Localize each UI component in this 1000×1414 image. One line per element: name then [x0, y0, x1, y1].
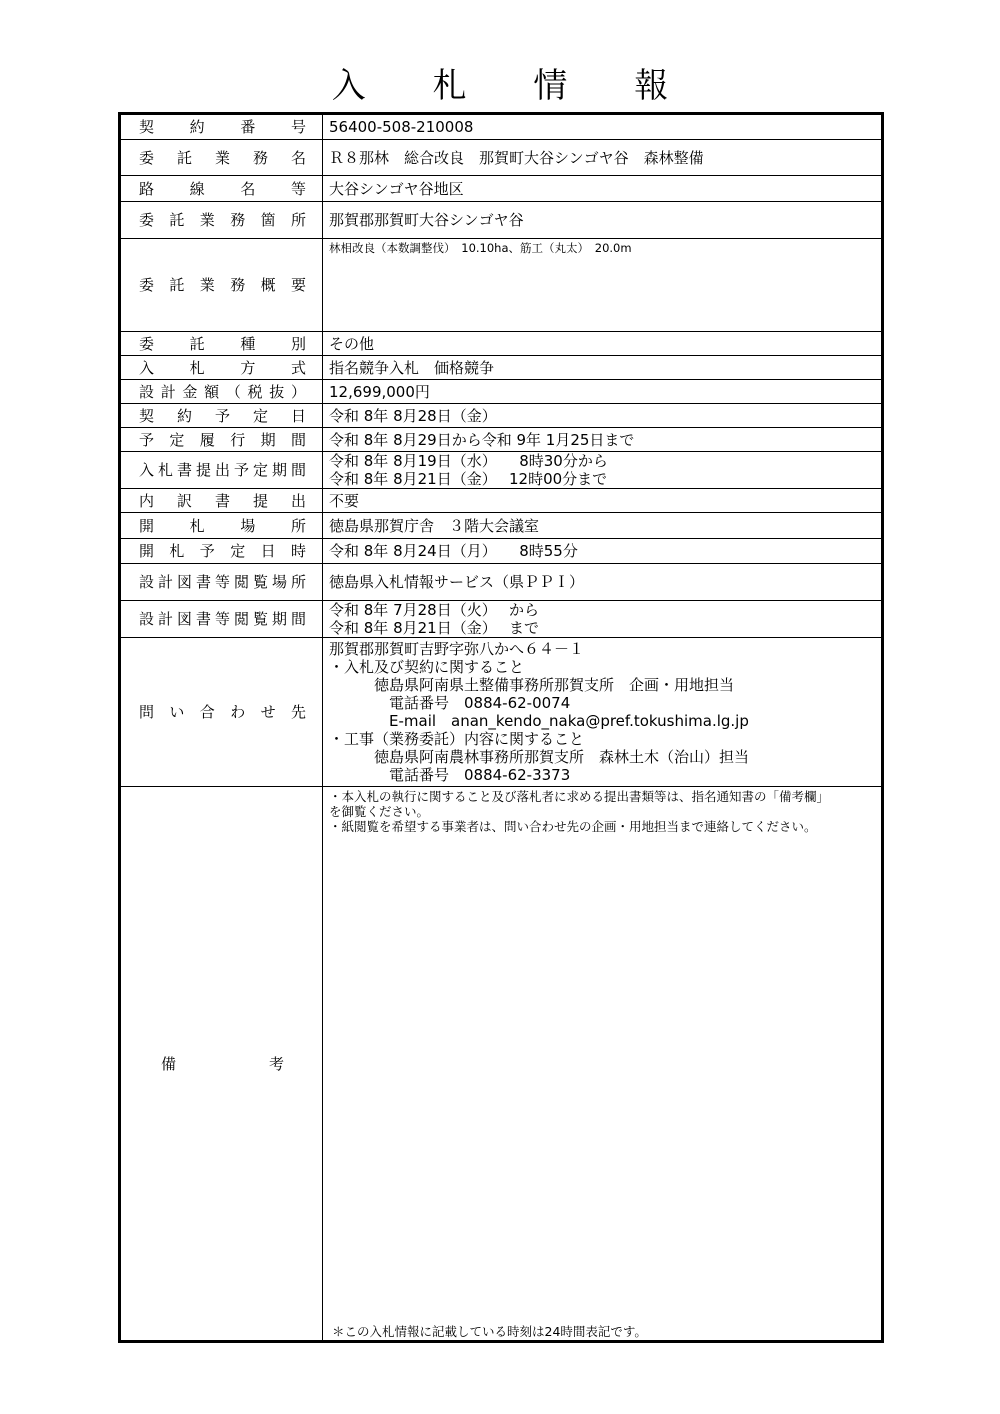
row-document-viewing-place	[120, 564, 883, 601]
label-performance-period: 予定履行期間	[120, 428, 323, 452]
value-remarks	[323, 787, 883, 1342]
remarks-line: ・紙閲覧を希望する事業者は、問い合わせ先の企画・用地担当まで連絡してください。	[329, 819, 817, 834]
value-route-name: 大谷シンゴヤ谷地区	[323, 176, 883, 202]
row-breakdown-submission	[120, 489, 883, 513]
remarks-body	[329, 787, 875, 834]
row-contract-type	[120, 332, 883, 356]
value-contact	[323, 638, 883, 787]
row-contract-date	[120, 404, 883, 428]
row-project-name	[120, 140, 883, 176]
value-design-amount: 12,699,000円	[323, 380, 883, 404]
value-project-location: 那賀郡那賀町大谷シンゴヤ谷	[323, 202, 883, 239]
viewing-period-end: 令和 8年 8月21日（金） まで	[329, 619, 539, 637]
row-contract-number	[120, 114, 883, 140]
label-project-name: 委託業務名	[120, 140, 323, 176]
bid-submission-start: 令和 8年 8月19日（水） 8時30分から	[329, 452, 608, 470]
value-bid-method: 指名競争入札 価格競争	[323, 356, 883, 380]
page-title: 入 札 情 報	[331, 66, 697, 106]
label-document-viewing-period: 設計図書等閲覧期間	[120, 601, 323, 638]
value-contract-type: その他	[323, 332, 883, 356]
contact-item: ・工事（業務委託）内容に関すること	[329, 730, 585, 748]
label-breakdown-submission: 内訳書提出	[120, 489, 323, 513]
label-contact: 問い合わせ先	[120, 638, 323, 787]
row-remarks	[120, 787, 883, 1342]
value-opening-datetime: 令和 8年 8月24日（月） 8時55分	[323, 539, 883, 564]
row-performance-period	[120, 428, 883, 452]
contact-item: 電話番号 0884-62-0074	[329, 694, 571, 712]
label-bid-method: 入札方式	[120, 356, 323, 380]
row-bid-method	[120, 356, 883, 380]
value-contract-date: 令和 8年 8月28日（金）	[323, 404, 883, 428]
value-document-viewing-period	[323, 601, 883, 638]
value-project-name: Ｒ８那林 総合改良 那賀町大谷シンゴヤ谷 森林整備	[323, 140, 883, 176]
row-bid-submission-period	[120, 452, 883, 489]
contact-address: 那賀郡那賀町吉野字弥八かへ６４－１	[329, 640, 585, 658]
row-opening-place	[120, 513, 883, 539]
row-document-viewing-period	[120, 601, 883, 638]
label-contract-number: 契約番号	[120, 114, 323, 140]
label-design-amount: 設計金額（税抜）	[120, 380, 323, 404]
contact-item: ・入札及び契約に関すること	[329, 658, 525, 676]
label-route-name: 路線名等	[120, 176, 323, 202]
value-opening-place: 徳島県那賀庁舎 ３階大会議室	[323, 513, 883, 539]
label-remarks: 備考	[120, 787, 323, 1342]
row-opening-datetime	[120, 539, 883, 564]
label-document-viewing-place: 設計図書等閲覧場所	[120, 564, 323, 601]
remarks-line: を御覧ください。	[329, 804, 430, 819]
label-project-location: 委託業務箇所	[120, 202, 323, 239]
contact-item: 徳島県阿南農林事務所那賀支所 森林土木（治山）担当	[329, 748, 750, 766]
value-bid-submission-period	[323, 452, 883, 489]
row-route-name	[120, 176, 883, 202]
label-bid-submission-period: 入札書提出予定期間	[120, 452, 323, 489]
label-contract-type: 委託種別	[120, 332, 323, 356]
row-design-amount	[120, 380, 883, 404]
contact-item: 徳島県阿南県土整備事務所那賀支所 企画・用地担当	[329, 676, 735, 694]
remarks-line: ・本入札の執行に関すること及び落札者に求める提出書類等は、指名通知書の「備考欄」	[329, 789, 830, 804]
value-project-summary: 林相改良（本数調整伐） 10.10ha、筋工（丸太） 20.0m	[323, 239, 883, 332]
value-breakdown-submission: 不要	[323, 489, 883, 513]
bid-info-table	[118, 112, 884, 1343]
contact-item: 電話番号 0884-62-3373	[329, 766, 571, 784]
label-opening-place: 開札場所	[120, 513, 323, 539]
time-format-note: ＊この入札情報に記載している時刻は24時間表記です。	[332, 1324, 647, 1339]
contact-item: E-mail anan_kendo_naka@pref.tokushima.lg.jp	[329, 712, 749, 730]
row-contact	[120, 638, 883, 787]
value-contract-number: 56400-508-210008	[323, 114, 883, 140]
label-project-summary: 委託業務概要	[120, 239, 323, 332]
label-opening-datetime: 開札予定日時	[120, 539, 323, 564]
row-project-location	[120, 202, 883, 239]
row-project-summary	[120, 239, 883, 332]
value-document-viewing-place: 徳島県入札情報サービス（県ＰＰＩ）	[323, 564, 883, 601]
bid-submission-end: 令和 8年 8月21日（金） 12時00分まで	[329, 470, 608, 488]
value-performance-period: 令和 8年 8月29日から令和 9年 1月25日まで	[323, 428, 883, 452]
viewing-period-start: 令和 8年 7月28日（火） から	[329, 601, 539, 619]
label-contract-date: 契約予定日	[120, 404, 323, 428]
